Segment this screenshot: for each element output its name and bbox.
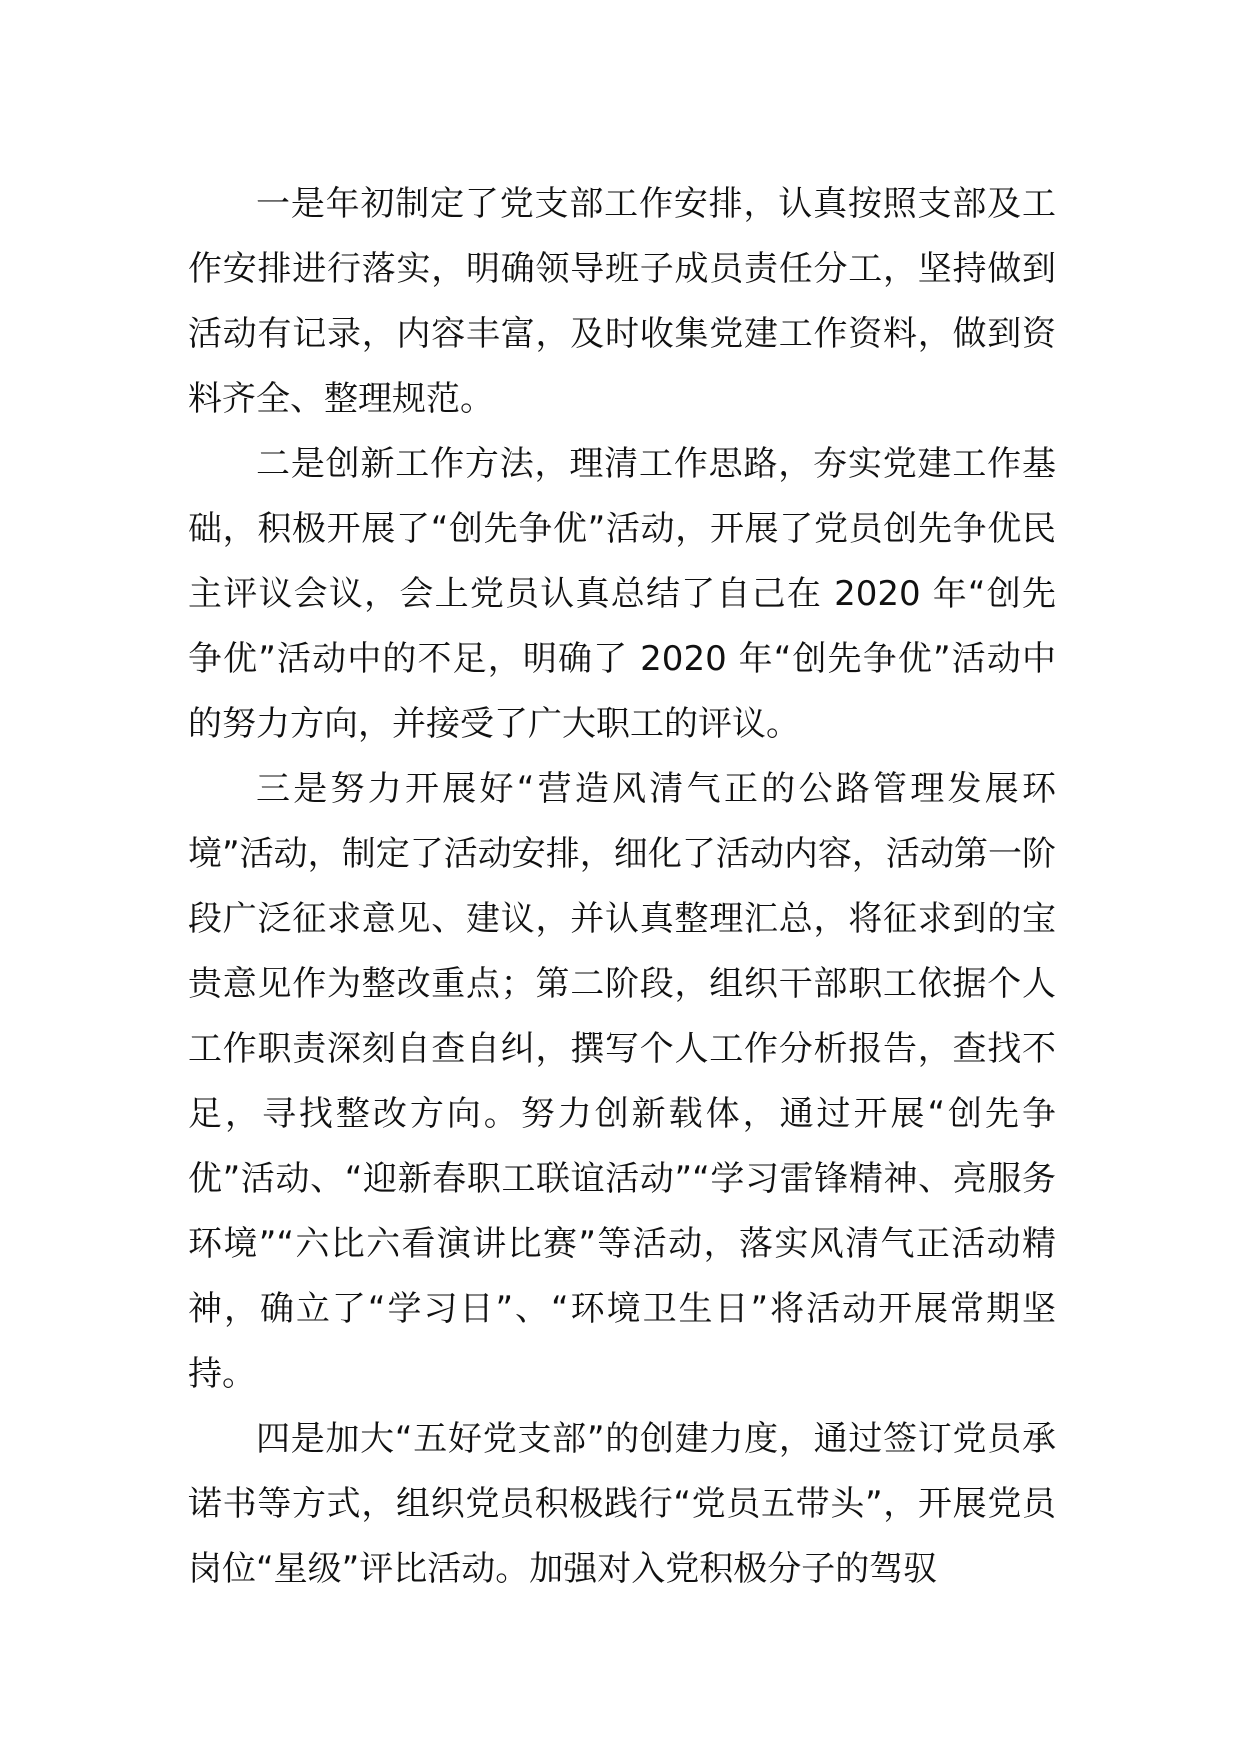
body-text bbox=[188, 172, 1056, 1602]
paragraph-4: 四是加大“五好党支部”的创建力度，通过签订党员承诺书等方式，组织党员积极践行“党员五带头”，开展党员岗位“星级”评比活动。加强对入党积极分子的驾驭 bbox=[188, 1419, 1056, 1589]
paragraph-2: 二是创新工作方法，理清工作思路，夯实党建工作基础，积极开展了“创先争优”活动，开展了党员创先争优民主评议会议，会上党员认真总结了自己在 2020 年“创先争优”活动中的不足，明确了 2020 年“创先争优”活动中的努力方向，并接受了广大职工的评议。 bbox=[188, 444, 1056, 744]
paragraph-3: 三是努力开展好“营造风清气正的公路管理发展环境”活动，制定了活动安排，细化了活动内容，活动第一阶段广泛征求意见、建议，并认真整理汇总，将征求到的宝贵意见作为整改重点；第二阶段，组织干部职工依据个人工作职责深刻自查自纠，撰写个人工作分析报告，查找不足，寻找整改方向。努力创新载体，通过开展“创先争优”活动、“迎新春职工联谊活动”“学习雷锋精神、亮服务环境”“六比六看演讲比赛”等活动，落实风清气正活动精神，确立了“学习日”、“环境卫生日”将活动开展常期坚持。 bbox=[188, 769, 1056, 1394]
paragraph-1: 一是年初制定了党支部工作安排，认真按照支部及工作安排进行落实，明确领导班子成员责任分工，坚持做到活动有记录，内容丰富，及时收集党建工作资料，做到资料齐全、整理规范。 bbox=[188, 184, 1056, 419]
